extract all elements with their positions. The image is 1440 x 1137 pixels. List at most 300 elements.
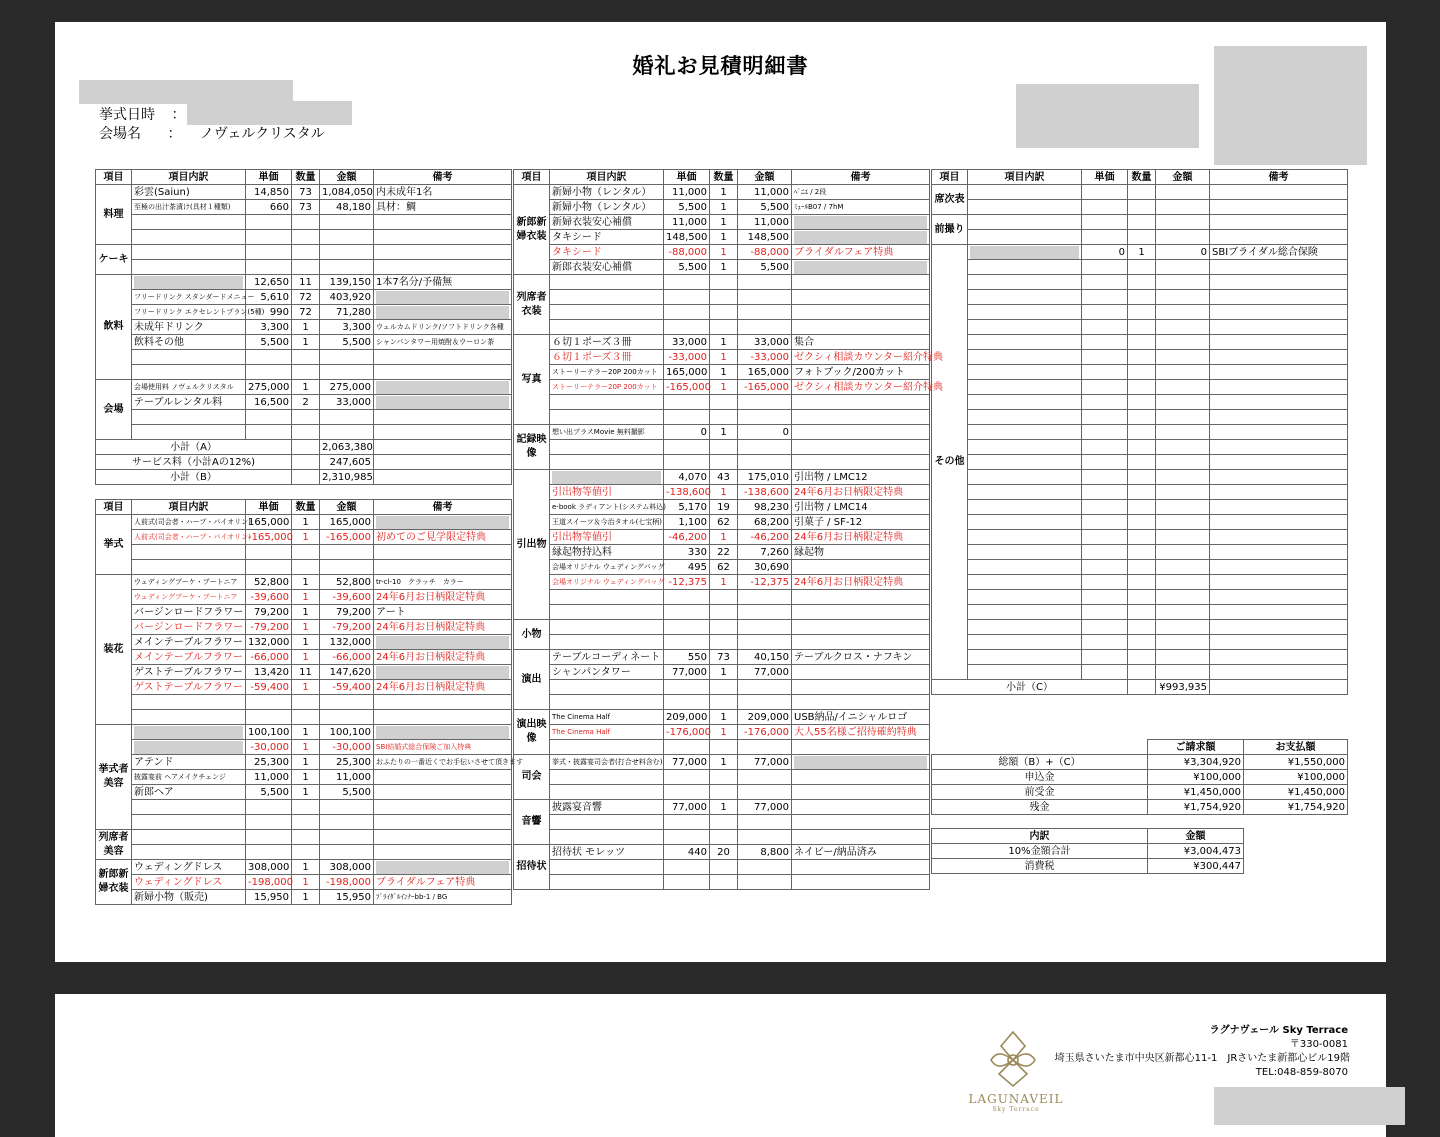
note-cell: ﾌﾞﾗｲﾀﾞﾙｲﾝﾅｰbb-1 / BG xyxy=(374,890,512,905)
table-row xyxy=(932,605,1348,620)
item-cell xyxy=(968,200,1082,215)
note-cell xyxy=(374,350,512,365)
table-row xyxy=(96,800,512,815)
note-cell: 1本7名分/予備無 xyxy=(374,275,512,290)
qty-cell xyxy=(1128,365,1156,380)
amount-cell: 48,180 xyxy=(320,200,374,215)
item-cell: 引出物等値引 xyxy=(550,530,664,545)
price-cell: 11,000 xyxy=(664,215,710,230)
item-cell: ウェディングブーケ・ブートニア xyxy=(132,590,246,605)
price-cell xyxy=(246,800,292,815)
company-name: ラグナヴェール Sky Terrace xyxy=(1209,1025,1348,1036)
price-cell: 15,950 xyxy=(246,890,292,905)
note-cell xyxy=(792,635,930,650)
table-row xyxy=(514,815,930,830)
summary-invoice: ¥3,304,920 xyxy=(1148,755,1244,770)
qty-cell xyxy=(1128,500,1156,515)
note-cell xyxy=(374,515,512,530)
amount-cell xyxy=(320,545,374,560)
table-row xyxy=(932,350,1348,365)
qty-cell xyxy=(292,410,320,425)
summary-payment: ¥1,754,920 xyxy=(1244,800,1348,815)
summary-label: 残金 xyxy=(932,800,1148,815)
price-cell: 77,000 xyxy=(664,800,710,815)
redacted-ceremony-date xyxy=(187,101,352,125)
redacted-note xyxy=(376,636,509,649)
table-row xyxy=(932,485,1348,500)
amount-cell: 165,000 xyxy=(320,515,374,530)
table-row xyxy=(96,215,512,230)
amount-cell: 139,150 xyxy=(320,275,374,290)
table-row xyxy=(514,350,930,365)
amount-cell xyxy=(1156,515,1210,530)
note-cell: おふたりの一番近くでお手伝いさせて頂きます xyxy=(374,755,512,770)
summary-payment: ¥100,000 xyxy=(1244,770,1348,785)
price-cell: -165,000 xyxy=(664,380,710,395)
amount-cell xyxy=(320,230,374,245)
item-cell: タキシード xyxy=(550,230,664,245)
note-cell xyxy=(1210,665,1348,680)
note-cell xyxy=(1210,620,1348,635)
table-row xyxy=(96,710,512,725)
item-cell: ウェディングブーケ・ブートニア xyxy=(132,575,246,590)
price-cell xyxy=(664,620,710,635)
qty-cell xyxy=(710,785,738,800)
amount-cell: -39,600 xyxy=(320,590,374,605)
note-cell xyxy=(792,800,930,815)
note-cell xyxy=(374,245,512,260)
table-row xyxy=(96,245,512,260)
amount-cell xyxy=(320,350,374,365)
qty-cell: 19 xyxy=(710,500,738,515)
header-item: 項目 xyxy=(96,170,132,185)
tax-amount-header: 金額 xyxy=(1148,829,1244,844)
price-cell xyxy=(664,455,710,470)
amount-cell: 7,260 xyxy=(738,545,792,560)
item-cell: e-book ラディアント(システム料込) xyxy=(550,500,664,515)
qty-cell xyxy=(1128,260,1156,275)
header-price: 単価 xyxy=(1082,170,1128,185)
price-cell xyxy=(1082,590,1128,605)
qty-cell xyxy=(1128,635,1156,650)
qty-cell: 1 xyxy=(710,425,738,440)
price-cell: 5,500 xyxy=(664,200,710,215)
qty-cell xyxy=(710,815,738,830)
price-cell xyxy=(246,365,292,380)
amount-cell xyxy=(320,695,374,710)
qty-cell xyxy=(1128,230,1156,245)
address: 埼玉県さいたま市中央区新都心11-1 JRさいたま新都心ビル19階 xyxy=(1054,1053,1350,1064)
qty-cell: 1 xyxy=(292,635,320,650)
ceremony-colon: ： xyxy=(171,107,186,123)
amount-cell xyxy=(1156,605,1210,620)
item-cell: 会場使用料 ノヴェルクリスタル xyxy=(132,380,246,395)
item-cell xyxy=(968,470,1082,485)
table-row xyxy=(514,440,930,455)
amount-cell: -198,000 xyxy=(320,875,374,890)
qty-cell: 1 xyxy=(710,710,738,725)
qty-cell xyxy=(1128,305,1156,320)
item-cell xyxy=(550,275,664,290)
price-cell: -30,000 xyxy=(246,740,292,755)
qty-cell: 1 xyxy=(710,185,738,200)
price-cell xyxy=(1082,305,1128,320)
summary-invoice: ¥1,754,920 xyxy=(1148,800,1244,815)
amount-cell xyxy=(738,590,792,605)
price-cell: -59,400 xyxy=(246,680,292,695)
header-note: 備考 xyxy=(374,170,512,185)
item-cell: フリードリンク エクセレントプラン(5種) xyxy=(132,305,246,320)
amount-cell xyxy=(1156,200,1210,215)
qty-cell xyxy=(1128,665,1156,680)
note-cell: 集合 xyxy=(792,335,930,350)
table-row xyxy=(932,245,1348,260)
note-cell xyxy=(792,620,930,635)
price-cell: 77,000 xyxy=(664,755,710,770)
amount-cell xyxy=(320,710,374,725)
price-cell xyxy=(1082,200,1128,215)
item-cell: ストーリーテラー20P 200カット xyxy=(550,380,664,395)
qty-cell xyxy=(1128,485,1156,500)
qty-cell xyxy=(292,695,320,710)
qty-cell xyxy=(1128,455,1156,470)
qty-cell xyxy=(292,230,320,245)
qty-cell: 1 xyxy=(710,485,738,500)
amount-cell: 100,100 xyxy=(320,725,374,740)
qty-cell: 73 xyxy=(710,650,738,665)
note-cell: 初めてのご見学限定特典 xyxy=(374,530,512,545)
qty-cell xyxy=(292,215,320,230)
note-cell: ゼクシィ相談カウンター紹介特典 xyxy=(792,350,930,365)
price-cell: -138,600 xyxy=(664,485,710,500)
amount-cell xyxy=(320,800,374,815)
qty-cell: 73 xyxy=(292,200,320,215)
category-cell: 演出映像 xyxy=(514,710,550,755)
qty-cell: 1 xyxy=(292,770,320,785)
table-row xyxy=(96,350,512,365)
table-row xyxy=(932,290,1348,305)
note-cell xyxy=(1210,320,1348,335)
qty-cell xyxy=(1128,395,1156,410)
note-cell: USB納品/イニシャルロゴ xyxy=(792,710,930,725)
item-cell xyxy=(968,560,1082,575)
note-cell: 24年6月お日柄限定特典 xyxy=(792,575,930,590)
note-cell xyxy=(792,395,930,410)
redacted-note xyxy=(376,861,509,874)
amount-cell: 308,000 xyxy=(320,860,374,875)
price-cell: 132,000 xyxy=(246,635,292,650)
amount-cell: 68,200 xyxy=(738,515,792,530)
category-cell: 招待状 xyxy=(514,845,550,890)
note-cell xyxy=(792,830,930,845)
estimate-table-costume-photo xyxy=(513,169,943,890)
amount-cell xyxy=(738,875,792,890)
item-cell: 至極の出汁茶漬け(具材１種類) xyxy=(132,200,246,215)
note-cell xyxy=(792,260,930,275)
price-cell: 12,650 xyxy=(246,275,292,290)
note-cell xyxy=(792,740,930,755)
note-cell xyxy=(1210,470,1348,485)
amount-cell xyxy=(320,215,374,230)
amount-cell: 15,950 xyxy=(320,890,374,905)
price-cell xyxy=(1082,575,1128,590)
qty-cell xyxy=(1128,275,1156,290)
ceremony-date-row xyxy=(99,104,185,124)
amount-cell xyxy=(738,815,792,830)
table-row xyxy=(932,275,1348,290)
item-cell xyxy=(968,410,1082,425)
note-cell: SBI結婚式総合保険ご加入特典 xyxy=(374,740,512,755)
note-cell xyxy=(792,215,930,230)
qty-cell: 1 xyxy=(292,650,320,665)
amount-cell: -12,375 xyxy=(738,575,792,590)
amount-cell: 209,000 xyxy=(738,710,792,725)
note-cell xyxy=(792,560,930,575)
item-cell xyxy=(968,380,1082,395)
qty-cell: 1 xyxy=(292,785,320,800)
amount-cell xyxy=(738,275,792,290)
qty-cell xyxy=(292,800,320,815)
amount-cell: 77,000 xyxy=(738,755,792,770)
item-cell xyxy=(968,260,1082,275)
qty-cell xyxy=(1128,185,1156,200)
table-row xyxy=(96,665,512,680)
table-row xyxy=(96,560,512,575)
header-qty: 数量 xyxy=(292,500,320,515)
item-cell xyxy=(968,425,1082,440)
item-cell xyxy=(132,710,246,725)
table-row xyxy=(514,845,930,860)
qty-cell: 1 xyxy=(292,680,320,695)
qty-cell: 1 xyxy=(710,200,738,215)
category-cell: 音響 xyxy=(514,800,550,845)
header-qty: 数量 xyxy=(710,170,738,185)
price-cell: 33,000 xyxy=(664,335,710,350)
summary-label: 総額（B）+（C） xyxy=(932,755,1148,770)
item-cell: アテンド xyxy=(132,755,246,770)
note-cell xyxy=(374,290,512,305)
amount-cell xyxy=(320,365,374,380)
price-cell: 308,000 xyxy=(246,860,292,875)
table-row xyxy=(514,425,930,440)
amount-cell xyxy=(738,395,792,410)
price-cell: 495 xyxy=(664,560,710,575)
table-row xyxy=(514,215,930,230)
note-cell: 引出物 / LMC14 xyxy=(792,500,930,515)
qty-cell: 62 xyxy=(710,560,738,575)
item-cell xyxy=(968,530,1082,545)
price-cell: 52,800 xyxy=(246,575,292,590)
item-cell: 新郎ヘア xyxy=(132,785,246,800)
note-cell xyxy=(1210,275,1348,290)
item-cell xyxy=(550,635,664,650)
price-cell: 5,170 xyxy=(664,500,710,515)
qty-cell xyxy=(1128,605,1156,620)
price-cell xyxy=(664,680,710,695)
note-cell: 引出物 / LMC12 xyxy=(792,470,930,485)
note-cell: SBIブライダル総合保険 xyxy=(1210,245,1348,260)
note-cell xyxy=(792,425,930,440)
qty-cell xyxy=(1128,380,1156,395)
amount-cell xyxy=(1156,440,1210,455)
note-cell: 24年6月お日柄限定特典 xyxy=(374,680,512,695)
note-cell xyxy=(374,425,512,440)
redacted-note xyxy=(376,666,509,679)
item-cell: 未成年ドリンク xyxy=(132,320,246,335)
item-cell xyxy=(550,770,664,785)
note-cell xyxy=(374,380,512,395)
price-cell xyxy=(246,830,292,845)
qty-cell xyxy=(710,320,738,335)
price-cell xyxy=(246,260,292,275)
note-cell xyxy=(792,770,930,785)
price-cell: 0 xyxy=(664,425,710,440)
header-note: 備考 xyxy=(1210,170,1348,185)
table-row xyxy=(514,305,930,320)
table-row xyxy=(514,485,930,500)
logo-subtext: Sky Terrace xyxy=(992,1106,1040,1113)
venue-colon: ： xyxy=(167,126,182,142)
venue-row xyxy=(99,123,325,143)
price-cell: -198,000 xyxy=(246,875,292,890)
amount-cell: -176,000 xyxy=(738,725,792,740)
table-row xyxy=(96,785,512,800)
price-cell: -88,000 xyxy=(664,245,710,260)
qty-cell: 1 xyxy=(710,380,738,395)
qty-cell: 1 xyxy=(292,515,320,530)
table-row xyxy=(932,470,1348,485)
note-cell xyxy=(1210,350,1348,365)
redacted-note xyxy=(376,516,509,529)
table-row xyxy=(96,635,512,650)
price-cell xyxy=(1082,260,1128,275)
table-row xyxy=(514,275,930,290)
price-cell: 16,500 xyxy=(246,395,292,410)
note-cell: 縁起物 xyxy=(792,545,930,560)
qty-cell: 1 xyxy=(710,530,738,545)
item-cell: メインテーブルフラワー xyxy=(132,635,246,650)
table-row xyxy=(96,320,512,335)
table-row xyxy=(932,530,1348,545)
table-row xyxy=(932,410,1348,425)
price-cell xyxy=(664,590,710,605)
item-cell: バージンロードフラワー xyxy=(132,620,246,635)
item-cell: シャンパンタワー xyxy=(550,665,664,680)
table-row xyxy=(514,605,930,620)
item-cell: 引出物等値引 xyxy=(550,485,664,500)
price-cell: 13,420 xyxy=(246,665,292,680)
qty-cell xyxy=(292,560,320,575)
amount-cell xyxy=(1156,290,1210,305)
note-cell: tr-cl-10 クラッチ カラー xyxy=(374,575,512,590)
invoice-header: ご請求額 xyxy=(1148,740,1244,755)
amount-cell xyxy=(1156,395,1210,410)
item-cell xyxy=(968,485,1082,500)
amount-cell: 3,300 xyxy=(320,320,374,335)
item-cell: ６切１ポーズ３冊 xyxy=(550,350,664,365)
amount-cell: 30,690 xyxy=(738,560,792,575)
header-detail: 項目内訳 xyxy=(132,500,246,515)
qty-cell: 1 xyxy=(292,620,320,635)
qty-cell: 1 xyxy=(292,605,320,620)
price-cell: 14,850 xyxy=(246,185,292,200)
note-cell xyxy=(792,410,930,425)
table-row xyxy=(96,545,512,560)
amount-cell xyxy=(1156,365,1210,380)
amount-cell: -165,000 xyxy=(738,380,792,395)
amount-cell: 165,000 xyxy=(738,365,792,380)
redacted-note xyxy=(376,726,509,739)
amount-cell: 33,000 xyxy=(320,395,374,410)
amount-cell: 52,800 xyxy=(320,575,374,590)
venue-value: ノヴェルクリスタル xyxy=(199,126,325,142)
item-cell xyxy=(132,215,246,230)
table-row xyxy=(514,530,930,545)
category-cell: 記録映像 xyxy=(514,425,550,470)
price-cell xyxy=(1082,230,1128,245)
item-cell: 新婦小物（レンタル） xyxy=(550,185,664,200)
price-cell xyxy=(1082,635,1128,650)
item-cell: テーブルコーディネート xyxy=(550,650,664,665)
note-cell xyxy=(1210,500,1348,515)
qty-cell xyxy=(292,425,320,440)
amount-cell xyxy=(1156,350,1210,365)
table-row xyxy=(96,200,512,215)
note-cell: ブライダルフェア特典 xyxy=(374,875,512,890)
item-cell: ウェディングドレス xyxy=(132,875,246,890)
amount-cell: 11,000 xyxy=(738,215,792,230)
item-cell: 会場オリジナル ウェディングバッグ xyxy=(550,575,664,590)
amount-cell xyxy=(1156,500,1210,515)
category-cell: 司会 xyxy=(514,755,550,800)
note-cell xyxy=(1210,590,1348,605)
qty-cell xyxy=(292,245,320,260)
table-row xyxy=(932,455,1348,470)
amount-cell: -88,000 xyxy=(738,245,792,260)
item-cell: 彩雲(Saiun) xyxy=(132,185,246,200)
redacted-item xyxy=(552,471,661,484)
qty-cell xyxy=(292,545,320,560)
table-row xyxy=(932,365,1348,380)
price-cell: 3,300 xyxy=(246,320,292,335)
amount-cell xyxy=(738,785,792,800)
item-cell xyxy=(968,605,1082,620)
category-cell: 飲料 xyxy=(96,275,132,380)
note-cell xyxy=(374,215,512,230)
table-row xyxy=(932,185,1348,200)
item-cell xyxy=(132,695,246,710)
redacted-block xyxy=(1016,84,1199,148)
table-row xyxy=(514,515,930,530)
table-row xyxy=(514,470,930,485)
amount-cell xyxy=(738,440,792,455)
qty-cell: 1 xyxy=(710,230,738,245)
table-row xyxy=(96,575,512,590)
amount-cell: 0 xyxy=(738,425,792,440)
note-cell xyxy=(792,455,930,470)
note-cell xyxy=(792,320,930,335)
note-cell: 24年6月お日柄限定特典 xyxy=(374,620,512,635)
amount-cell xyxy=(1156,260,1210,275)
subtotal-row xyxy=(96,470,512,485)
item-cell xyxy=(132,740,246,755)
price-cell xyxy=(664,275,710,290)
qty-cell: 1 xyxy=(292,860,320,875)
amount-cell xyxy=(1156,410,1210,425)
header-detail: 項目内訳 xyxy=(968,170,1082,185)
table-row xyxy=(96,755,512,770)
amount-cell xyxy=(1156,275,1210,290)
